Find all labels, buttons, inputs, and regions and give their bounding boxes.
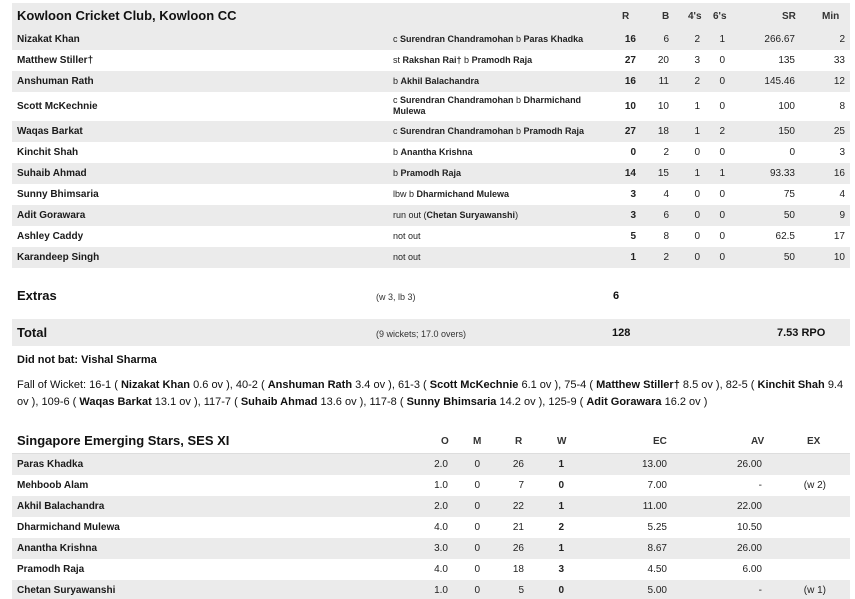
batting-sr: 266.67 xyxy=(764,34,795,45)
batting-fours: 0 xyxy=(694,252,700,263)
fow-batter: Matthew Stiller† xyxy=(596,379,680,391)
col-economy: EC xyxy=(653,436,667,447)
bowling-ec: 4.50 xyxy=(647,564,667,575)
total-value: 128 xyxy=(612,327,631,339)
did-not-bat: Did not bat: Vishal Sharma xyxy=(17,354,157,366)
bowler-name: Pramodh Raja xyxy=(17,564,85,575)
batter-name: Matthew Stiller† xyxy=(17,55,94,66)
batting-r: 0 xyxy=(630,147,636,158)
batting-b: 6 xyxy=(663,210,669,221)
fow-over: 9.4 ov xyxy=(17,379,844,408)
batting-sr: 75 xyxy=(783,189,795,200)
batting-fours: 0 xyxy=(694,189,700,200)
batting-b: 20 xyxy=(657,55,669,66)
batter-name: Anshuman Rath xyxy=(17,76,94,87)
extras-value: 6 xyxy=(613,290,620,302)
bowling-av: 26.00 xyxy=(736,543,762,554)
bowling-av: 6.00 xyxy=(742,564,762,575)
batting-sr: 135 xyxy=(778,55,795,66)
bowling-ec: 13.00 xyxy=(641,459,667,470)
fow-batter: Nizakat Khan xyxy=(120,379,191,391)
fow-over: 16.2 ov xyxy=(664,396,701,408)
dismissal xyxy=(393,95,593,117)
bowling-av: - xyxy=(758,585,762,596)
dismissal-fielder: Pramodh Raja xyxy=(400,168,462,178)
batting-r: 27 xyxy=(624,126,636,137)
batting-fours: 0 xyxy=(694,231,700,242)
batting-min: 33 xyxy=(833,55,845,66)
batting-fours: 1 xyxy=(694,126,700,137)
batting-min: 4 xyxy=(839,189,845,200)
batting-sr: 50 xyxy=(783,252,795,263)
fow-over: 6.1 ov xyxy=(521,379,552,391)
batting-b: 6 xyxy=(663,34,669,45)
batting-fours: 2 xyxy=(694,76,700,87)
bowling-w: 0 xyxy=(558,585,564,596)
dismissal-mid: b xyxy=(513,95,524,105)
dismissal xyxy=(393,76,593,87)
bowling-m: 0 xyxy=(474,459,480,470)
batting-sixes: 0 xyxy=(719,231,725,242)
bowling-r: 5 xyxy=(518,585,524,596)
dismissal-prefix: lbw b xyxy=(393,189,417,199)
batting-min: 8 xyxy=(839,101,845,112)
batter-name: Waqas Barkat xyxy=(17,126,83,137)
batting-fours: 1 xyxy=(694,168,700,179)
batting-sixes: 0 xyxy=(719,189,725,200)
bowling-w: 3 xyxy=(558,564,564,575)
bowling-r: 26 xyxy=(512,459,524,470)
fow-over: 0.6 ov xyxy=(193,379,224,391)
batting-sixes: 1 xyxy=(719,168,725,179)
batting-r: 16 xyxy=(624,76,636,87)
fow-score: 16-1 xyxy=(89,379,112,391)
dismissal xyxy=(393,231,593,242)
fow-score: 117-8 xyxy=(369,396,397,408)
fow-score: 75-4 xyxy=(564,379,587,391)
bowling-m: 0 xyxy=(474,480,480,491)
bowling-m: 0 xyxy=(474,585,480,596)
bowling-r: 26 xyxy=(512,543,524,554)
bowling-m: 0 xyxy=(474,564,480,575)
batting-r: 14 xyxy=(624,168,636,179)
col-maidens: M xyxy=(473,436,482,447)
batting-sr: 150 xyxy=(778,126,795,137)
dismissal xyxy=(393,168,593,179)
dismissal-prefix: st xyxy=(393,55,403,65)
extras-detail: (w 3, lb 3) xyxy=(376,292,416,302)
fow-batter: Anshuman Rath xyxy=(267,379,353,391)
dismissal xyxy=(393,252,593,263)
batting-b: 11 xyxy=(658,76,669,87)
bowling-r: 22 xyxy=(512,501,524,512)
fow-score: 61-3 xyxy=(397,379,420,391)
col-overs: O xyxy=(441,436,449,447)
fow-score: 82-5 xyxy=(725,379,748,391)
batting-b: 2 xyxy=(663,147,669,158)
batting-sr: 100 xyxy=(778,101,795,112)
fow-batter: Adit Gorawara xyxy=(586,396,662,408)
col-strike-rate: SR xyxy=(782,11,796,22)
batting-sr: 145.46 xyxy=(764,76,795,87)
batting-r: 16 xyxy=(624,34,636,45)
dismissal-mid: b xyxy=(513,126,524,136)
fow-batter: Scott McKechnie xyxy=(429,379,519,391)
bowler-name: Dharmichand Mulewa xyxy=(17,522,120,533)
bowling-w: 1 xyxy=(558,543,564,554)
dismissal-bowler: Pramodh Raja xyxy=(471,55,533,65)
batting-sixes: 0 xyxy=(719,101,725,112)
bowling-ec: 5.25 xyxy=(647,522,667,533)
batting-min: 16 xyxy=(833,168,845,179)
batter-name: Scott McKechnie xyxy=(17,101,98,112)
batting-sixes: 0 xyxy=(719,76,725,87)
dismissal-prefix: not out xyxy=(393,231,421,241)
bowling-r: 7 xyxy=(518,480,524,491)
batting-r: 1 xyxy=(630,252,636,263)
batting-sixes: 1 xyxy=(719,34,725,45)
batting-min: 10 xyxy=(833,252,845,263)
dismissal-fielder: Surendran Chandramohan xyxy=(400,34,514,44)
bowling-team-title: Singapore Emerging Stars, SES XI xyxy=(17,433,230,448)
bowling-ec: 7.00 xyxy=(647,480,667,491)
batter-name: Karandeep Singh xyxy=(17,252,100,263)
fow-over: 13.1 ov xyxy=(154,396,191,408)
fow-batter: Kinchit Shah xyxy=(757,379,825,391)
bowling-w: 1 xyxy=(558,459,564,470)
batting-r: 10 xyxy=(624,101,636,112)
bowling-o: 4.0 xyxy=(434,564,448,575)
bowling-o: 1.0 xyxy=(434,480,448,491)
batter-name: Nizakat Khan xyxy=(17,34,80,45)
batter-name: Adit Gorawara xyxy=(17,210,86,221)
dismissal-prefix: b xyxy=(393,76,401,86)
batting-min: 2 xyxy=(839,34,845,45)
batting-r: 27 xyxy=(624,55,636,66)
fow-batter: Sunny Bhimsaria xyxy=(406,396,497,408)
bowling-ex: (w 1) xyxy=(803,585,826,596)
dismissal-prefix: c xyxy=(393,34,401,44)
col-balls: B xyxy=(662,11,670,22)
batter-name: Ashley Caddy xyxy=(17,231,84,242)
dismissal-fielder: Dharmichand Mulewa xyxy=(416,189,510,199)
bowling-m: 0 xyxy=(474,522,480,533)
batting-b: 10 xyxy=(657,101,669,112)
bowling-m: 0 xyxy=(474,543,480,554)
batter-name: Suhaib Ahmad xyxy=(17,168,87,179)
batting-sixes: 0 xyxy=(719,210,725,221)
dismissal-fielder: Surendran Chandramohan xyxy=(400,126,514,136)
col-runs: R xyxy=(622,11,630,22)
bowling-r: 21 xyxy=(512,522,524,533)
fow-over: 3.4 ov xyxy=(355,379,386,391)
dismissal-prefix: c xyxy=(393,126,401,136)
total-rpo: 7.53 RPO xyxy=(777,327,826,339)
bowler-name: Akhil Balachandra xyxy=(17,501,105,512)
bowler-name: Anantha Krishna xyxy=(17,543,98,554)
dismissal xyxy=(393,189,593,200)
bowling-ec: 11.00 xyxy=(642,501,667,512)
total-detail: (9 wickets; 17.0 overs) xyxy=(376,329,467,339)
fow-score: 125-9 xyxy=(548,396,577,408)
batting-team-title: Kowloon Cricket Club, Kowloon CC xyxy=(17,8,237,23)
fow-batter: Suhaib Ahmad xyxy=(240,396,318,408)
dismissal-mid: b xyxy=(461,55,472,65)
batting-sr: 0 xyxy=(789,147,795,158)
dismissal xyxy=(393,147,593,158)
batting-fours: 2 xyxy=(694,34,700,45)
dismissal xyxy=(393,210,593,221)
bowling-av: 22.00 xyxy=(736,501,762,512)
dismissal xyxy=(393,34,593,45)
dismissal xyxy=(393,55,593,66)
batting-b: 2 xyxy=(663,252,669,263)
batting-min: 3 xyxy=(839,147,845,158)
bowling-av: 10.50 xyxy=(736,522,762,533)
dismissal-mid: b xyxy=(513,34,524,44)
batting-sixes: 0 xyxy=(719,147,725,158)
dismissal-bowler: Dharmichand Mulewa xyxy=(393,95,582,116)
dismissal-fielder: Anantha Krishna xyxy=(400,147,473,157)
bowling-r: 18 xyxy=(512,564,524,575)
col-sixes: 6's xyxy=(713,11,727,22)
batting-b: 8 xyxy=(663,231,669,242)
bowling-ec: 8.67 xyxy=(647,543,667,554)
batting-fours: 3 xyxy=(694,55,700,66)
batting-sr: 62.5 xyxy=(775,231,795,242)
bowling-w: 0 xyxy=(558,480,564,491)
batting-fours: 1 xyxy=(694,101,700,112)
batting-r: 3 xyxy=(630,189,636,200)
dismissal-prefix: c xyxy=(393,95,401,105)
dismissal-bowler: Pramodh Raja xyxy=(523,126,585,136)
dismissal-fielder: Surendran Chandramohan xyxy=(400,95,514,105)
bowling-o: 2.0 xyxy=(434,459,448,470)
bowling-ex: (w 2) xyxy=(803,480,826,491)
dismissal-prefix: run out ( xyxy=(393,210,427,220)
col-extras: EX xyxy=(807,436,821,447)
batting-sixes: 0 xyxy=(719,55,725,66)
batting-b: 15 xyxy=(657,168,669,179)
dismissal-fielder: Akhil Balachandra xyxy=(400,76,480,86)
fow-over: 14.2 ov xyxy=(499,396,536,408)
fow-batter: Waqas Barkat xyxy=(79,396,152,408)
batting-min: 12 xyxy=(833,76,845,87)
bowler-name: Paras Khadka xyxy=(17,459,84,470)
batting-fours: 0 xyxy=(694,210,700,221)
bowling-av: - xyxy=(758,480,762,491)
batting-min: 25 xyxy=(833,126,845,137)
batter-name: Sunny Bhimsaria xyxy=(17,189,99,200)
dismissal-prefix: b xyxy=(393,168,401,178)
batting-fours: 0 xyxy=(694,147,700,158)
bowling-w: 2 xyxy=(558,522,564,533)
batting-min: 9 xyxy=(839,210,845,221)
batting-r: 5 xyxy=(630,231,636,242)
dismissal-prefix: not out xyxy=(393,252,421,262)
batting-r: 3 xyxy=(630,210,636,221)
col-bowl-runs: R xyxy=(515,436,523,447)
bowling-ec: 5.00 xyxy=(647,585,667,596)
bowling-o: 2.0 xyxy=(434,501,448,512)
bowling-o: 3.0 xyxy=(434,543,448,554)
bowler-name: Chetan Suryawanshi xyxy=(17,585,116,596)
fow-score: 109-6 xyxy=(41,396,70,408)
dismissal-fielder: Rakshan Rai† xyxy=(402,55,462,65)
fow-score: 40-2 xyxy=(235,379,258,391)
fow-over: 8.5 ov xyxy=(682,379,713,391)
extras-label: Extras xyxy=(17,288,57,303)
dismissal-bowler: Paras Khadka xyxy=(523,34,584,44)
fow-over: 13.6 ov xyxy=(320,396,357,408)
batting-sr: 50 xyxy=(783,210,795,221)
dismissal-mid: ) xyxy=(515,210,519,220)
bowling-m: 0 xyxy=(474,501,480,512)
batting-sr: 93.33 xyxy=(769,168,795,179)
dismissal-prefix: b xyxy=(393,147,401,157)
col-minutes: Min xyxy=(822,11,840,22)
fow-label: Fall of Wicket: xyxy=(17,379,87,391)
bowling-o: 1.0 xyxy=(434,585,448,596)
batting-sixes: 2 xyxy=(719,126,725,137)
bowling-o: 4.0 xyxy=(434,522,448,533)
bowler-name: Mehboob Alam xyxy=(17,480,89,491)
batting-sixes: 0 xyxy=(719,252,725,263)
batting-b: 18 xyxy=(657,126,669,137)
fow-score: 117-7 xyxy=(203,396,232,408)
batter-name: Kinchit Shah xyxy=(17,147,79,158)
dismissal xyxy=(393,126,593,137)
col-average: AV xyxy=(751,436,765,447)
dismissal-fielder: Chetan Suryawanshi xyxy=(426,210,516,220)
batting-min: 17 xyxy=(833,231,845,242)
bowling-w: 1 xyxy=(558,501,564,512)
col-fours: 4's xyxy=(688,11,702,22)
bowling-av: 26.00 xyxy=(736,459,762,470)
fall-of-wickets: Fall of Wicket: 16-1 ( Nizakat Khan 0.6 ov ), 40-2 ( Anshuman Rath 3.4 ov ), 61-3 ( Scott McKechnie 6.1 ov ), 75-4 ( Matthew Stiller† 8.5 ov ), 82-5 ( Kinchit Shah 9.4 ov ), 109-6 ( Waqas Barkat 13.1 ov ), 117-7 ( Suhaib Ahmad 13.6 ov ), 117-8 ( Sunny Bhimsaria 14.2 ov ), 125-9 ( Adit Gorawara 16.2 ov ) xyxy=(17,379,844,408)
total-label: Total xyxy=(17,325,48,340)
col-wickets: W xyxy=(557,436,567,447)
batting-b: 4 xyxy=(663,189,669,200)
